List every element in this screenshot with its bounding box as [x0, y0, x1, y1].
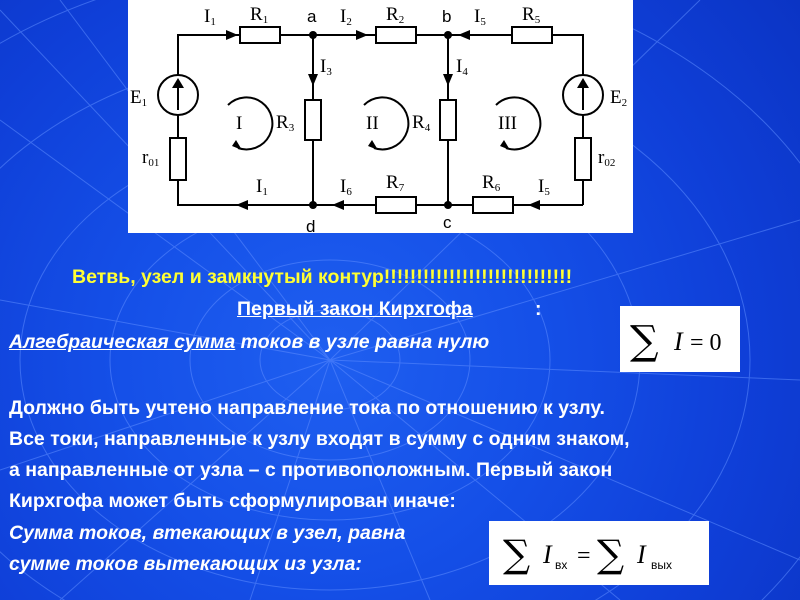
subscript-out: вых [651, 558, 672, 572]
paragraph-line-2: Все токи, направленные к узлу входят в сумму с одним знаком, [9, 428, 630, 450]
node-c-dot [444, 201, 452, 209]
label-r3: R3 [276, 112, 295, 134]
arrow-i5-top [458, 30, 470, 40]
formula-variable-out: I [637, 540, 646, 569]
title-exclamations: !!!!!!!!!!!!!!!!!!!!!!!!!!!!! [383, 266, 573, 288]
label-i5-bottom: I5 [538, 176, 550, 198]
loop-label-3: III [498, 113, 517, 134]
node-a-dot [309, 31, 317, 39]
sigma-symbol-in: ∑ [503, 532, 531, 576]
law-title-colon: : [535, 298, 542, 320]
loop-arrow-1 [228, 97, 272, 149]
label-r01: r01 [142, 147, 160, 169]
label-i4: I4 [456, 56, 468, 78]
label-i6: I6 [340, 176, 352, 198]
loop-label-2: II [366, 113, 379, 134]
formula-in-equals-out [489, 521, 709, 585]
label-e1: E1 [130, 87, 148, 109]
definition-rest: токов в узле равна нулю [235, 331, 490, 353]
label-r4: R4 [412, 112, 431, 134]
label-r5: R5 [522, 4, 541, 26]
label-r02: r02 [598, 147, 616, 169]
formula-equals: = [577, 543, 591, 569]
label-i1-bottom: I1 [256, 176, 268, 198]
resistor-r5 [512, 27, 552, 43]
node-b-dot [444, 31, 452, 39]
alternative-line-1: Сумма токов, втекающих в узел, равна [9, 522, 406, 544]
law-definition [9, 331, 489, 354]
alternative-line-2: сумме токов вытекающих из узла: [9, 553, 362, 575]
circuit-diagram [128, 0, 633, 233]
paragraph-line-4: Кирхгофа может быть сформулирован иначе: [9, 490, 456, 512]
resistor-r3 [305, 100, 321, 140]
label-i1-top: I1 [204, 6, 216, 28]
resistor-r6 [473, 197, 513, 213]
node-d-label: d [306, 217, 316, 233]
loop-label-1: I [236, 113, 243, 134]
formula-variable: I [674, 327, 683, 356]
subscript-in: вх [555, 558, 568, 572]
resistor-r4 [440, 100, 456, 140]
resistor-r02 [575, 138, 591, 180]
title-main: Ветвь, узел и замкнутый контур [72, 266, 384, 288]
label-e2: E2 [610, 87, 628, 109]
arrow-i6 [332, 200, 344, 210]
resistor-r7 [376, 197, 416, 213]
arrow-i3 [308, 74, 318, 86]
definition-underlined: Алгебраическая сумма [9, 331, 236, 353]
label-r2: R2 [386, 4, 405, 26]
node-d-dot [309, 201, 317, 209]
slide-title [72, 266, 572, 289]
arrow-i5-bottom [528, 200, 540, 210]
resistor-r1 [240, 27, 280, 43]
arrow-i4 [443, 74, 453, 86]
node-b-label: b [442, 7, 452, 26]
label-i5-top: I5 [474, 6, 486, 28]
label-i3: I3 [320, 56, 332, 78]
paragraph-line-1: Должно быть учтено направление тока по отношению к узлу. [9, 397, 605, 419]
formula-sum-zero [620, 306, 740, 372]
circuit-diagram-panel [128, 0, 633, 233]
sigma-symbol: ∑ [630, 318, 659, 364]
node-a-label: a [307, 7, 317, 26]
label-r6: R6 [482, 172, 501, 194]
arrow-i1-top [226, 30, 238, 40]
law-title: Первый закон Кирхгофа [237, 298, 473, 320]
arrow-i2 [356, 30, 368, 40]
paragraph-line-3: а направленные от узла – с противоположным. Первый закон [9, 459, 613, 481]
label-i2: I2 [340, 6, 352, 28]
sigma-symbol-out: ∑ [597, 532, 625, 576]
arrow-i1-bottom [236, 200, 248, 210]
formula-equals-zero: = 0 [690, 330, 722, 356]
resistor-r01 [170, 138, 186, 180]
label-r7: R7 [386, 172, 405, 194]
formula-variable-in: I [543, 540, 552, 569]
label-r1: R1 [250, 4, 269, 26]
resistor-r2 [376, 27, 416, 43]
node-c-label: c [443, 213, 452, 232]
